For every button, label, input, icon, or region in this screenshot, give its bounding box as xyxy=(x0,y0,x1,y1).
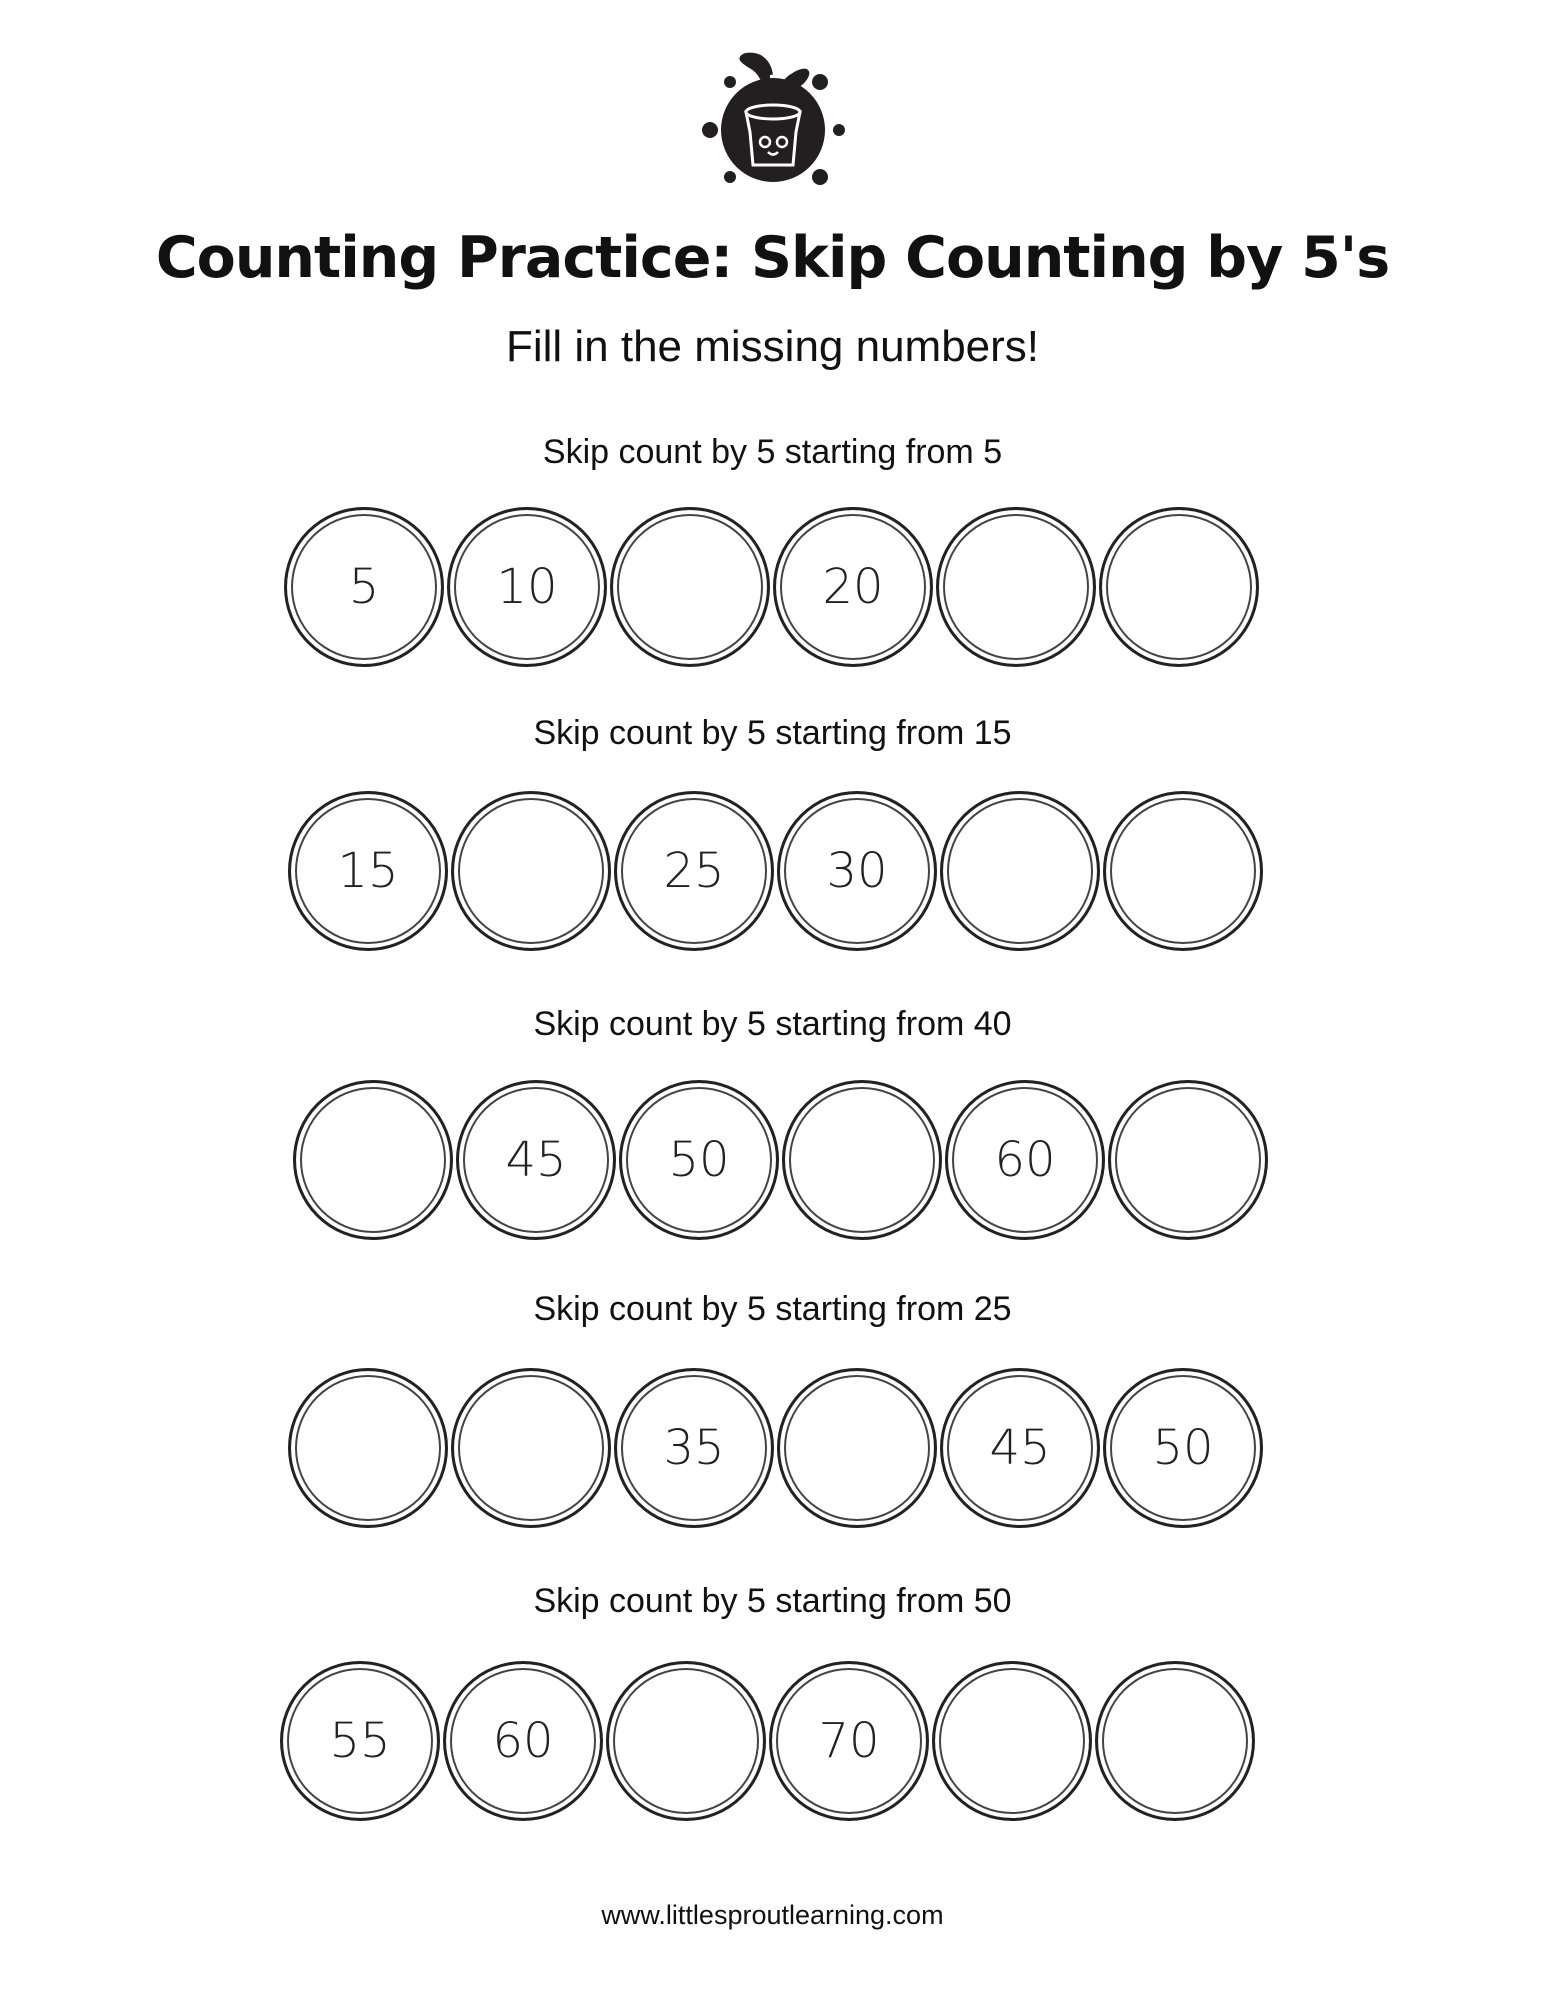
number-circle[interactable] xyxy=(288,1368,448,1528)
row-label: Skip count by 5 starting from 15 xyxy=(533,714,1012,752)
number-circle[interactable] xyxy=(932,1661,1092,1821)
instructions: Fill in the missing numbers! xyxy=(505,322,1040,371)
number-circle[interactable]: 25 xyxy=(614,791,774,951)
number-circle[interactable] xyxy=(936,507,1096,667)
row-label: Skip count by 5 starting from 5 xyxy=(542,433,1003,471)
number-circle[interactable]: 20 xyxy=(773,507,933,667)
number-circle[interactable] xyxy=(1103,791,1263,951)
number-circle[interactable]: 10 xyxy=(447,507,607,667)
page-title: Counting Practice: Skip Counting by 5's xyxy=(155,225,1390,291)
number-circle[interactable]: 15 xyxy=(288,791,448,951)
number-circle[interactable] xyxy=(606,1661,766,1821)
number-circle[interactable]: 30 xyxy=(777,791,937,951)
number-row xyxy=(293,1080,1268,1242)
number-circle[interactable] xyxy=(451,1368,611,1528)
number-circle[interactable]: 50 xyxy=(619,1080,779,1240)
number-circle[interactable] xyxy=(1108,1080,1268,1240)
number-row xyxy=(280,1661,1255,1823)
number-circle[interactable]: 45 xyxy=(456,1080,616,1240)
number-row xyxy=(288,1368,1263,1530)
number-circle[interactable] xyxy=(1099,507,1259,667)
number-circle[interactable] xyxy=(293,1080,453,1240)
number-circle[interactable] xyxy=(610,507,770,667)
number-circle[interactable]: 70 xyxy=(769,1661,929,1821)
number-row xyxy=(284,507,1259,669)
number-row xyxy=(288,791,1263,953)
number-circle[interactable] xyxy=(777,1368,937,1528)
row-label: Skip count by 5 starting from 50 xyxy=(533,1582,1012,1620)
number-circle[interactable]: 60 xyxy=(443,1661,603,1821)
number-circle[interactable] xyxy=(1095,1661,1255,1821)
number-circle[interactable]: 60 xyxy=(945,1080,1105,1240)
row-label: Skip count by 5 starting from 25 xyxy=(533,1290,1012,1328)
number-circle[interactable] xyxy=(782,1080,942,1240)
number-circle[interactable] xyxy=(451,791,611,951)
number-circle[interactable]: 5 xyxy=(284,507,444,667)
number-circle[interactable]: 55 xyxy=(280,1661,440,1821)
number-circle[interactable]: 35 xyxy=(614,1368,774,1528)
footer-url: www.littlesproutlearning.com xyxy=(601,1900,944,1930)
number-circle[interactable] xyxy=(940,791,1100,951)
sprout-pot-logo-icon xyxy=(690,40,860,190)
number-circle[interactable]: 50 xyxy=(1103,1368,1263,1528)
number-circle[interactable]: 45 xyxy=(940,1368,1100,1528)
row-label: Skip count by 5 starting from 40 xyxy=(533,1005,1012,1043)
